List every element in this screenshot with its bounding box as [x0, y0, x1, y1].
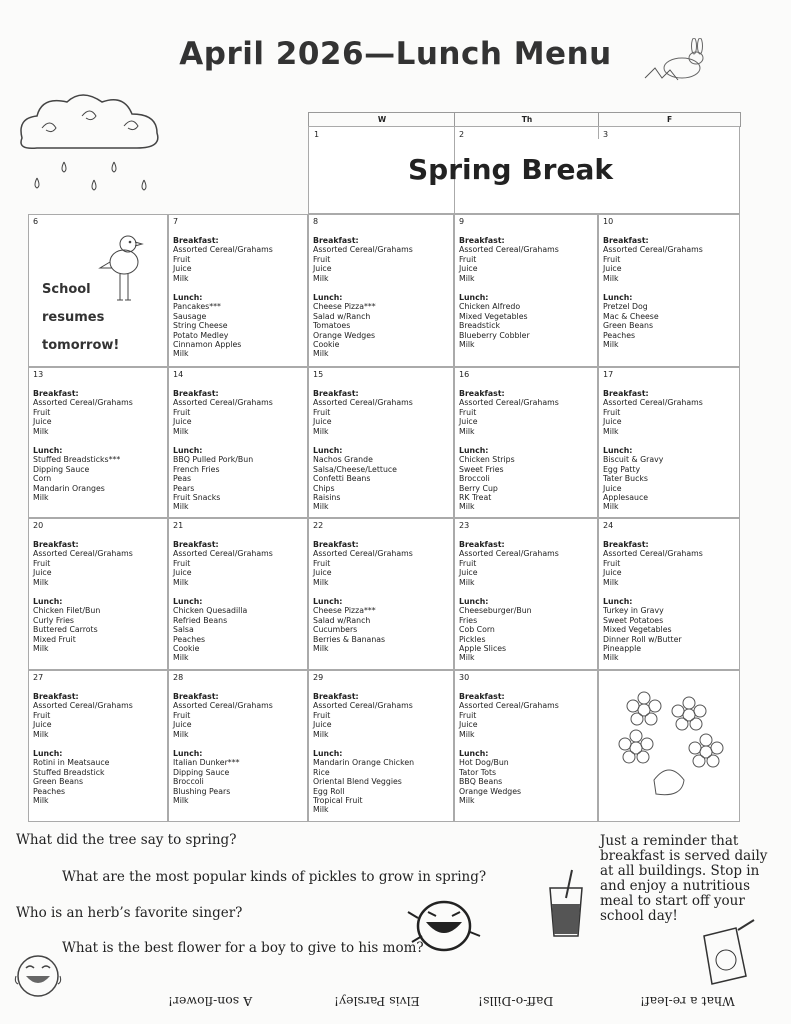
lunch-label: Lunch:	[459, 293, 489, 303]
lunch-item: Milk	[459, 340, 475, 350]
joke-question: What are the most popular kinds of pickles to grow in spring?	[62, 869, 487, 885]
day-number: 28	[173, 673, 184, 682]
lunch-item: Milk	[173, 653, 189, 663]
breakfast-item: Assorted Cereal/Grahams	[313, 245, 413, 255]
lunch-item: Pickles	[459, 634, 486, 644]
breakfast-item: Milk	[173, 426, 189, 436]
lunch-item: Milk	[603, 502, 619, 512]
lunch-item: Tropical Fruit	[313, 796, 363, 806]
lunch-item: Rotini in Meatsauce	[33, 758, 110, 768]
day-number: 8	[313, 217, 319, 226]
lunch-label: Lunch:	[313, 749, 343, 759]
flowers-icon	[614, 690, 734, 805]
breakfast-item: Fruit	[459, 710, 477, 720]
day-cell-14	[168, 367, 308, 518]
lunch-item: Stuffed Breadstick	[33, 767, 105, 777]
lunch-item: Fries	[459, 615, 478, 625]
header-thu: Th	[454, 112, 599, 127]
breakfast-item: Milk	[173, 577, 189, 587]
lunch-item: Orange Wedges	[459, 786, 522, 796]
lunch-label: Lunch:	[603, 446, 633, 456]
breakfast-item: Fruit	[459, 407, 477, 417]
lunch-item: Biscuit & Gravy	[603, 455, 664, 465]
lunch-item: Cheese Pizza***	[313, 606, 376, 616]
lunch-item: Milk	[313, 502, 329, 512]
joke-question: Who is an herb’s favorite singer?	[16, 905, 243, 921]
lunch-item: Stuffed Breadsticks***	[33, 455, 121, 465]
lunch-item: Salad w/Ranch	[313, 615, 371, 625]
lunch-item: Milk	[33, 644, 49, 654]
breakfast-item: Juice	[459, 720, 478, 730]
lunch-item: Broccoli	[459, 474, 490, 484]
lunch-item: Milk	[603, 340, 619, 350]
breakfast-item: Juice	[313, 720, 332, 730]
lunch-item: Orange Wedges	[313, 330, 376, 340]
breakfast-label: Breakfast:	[459, 389, 505, 398]
lunch-item: Chicken Strips	[459, 455, 515, 465]
day-cell-8	[308, 214, 454, 367]
lunch-item: Cheese Pizza***	[313, 302, 376, 312]
breakfast-label: Breakfast:	[459, 236, 505, 245]
breakfast-item: Juice	[173, 417, 192, 427]
laughing-emoji-icon	[12, 952, 64, 1000]
juice-box-icon	[696, 918, 760, 988]
lunch-item: Milk	[459, 653, 475, 663]
breakfast-label: Breakfast:	[603, 540, 649, 549]
lunch-item: Pineapple	[603, 644, 642, 654]
breakfast-item: Juice	[33, 720, 52, 730]
breakfast-label: Breakfast:	[33, 692, 79, 701]
breakfast-item: Juice	[459, 568, 478, 578]
day-number: 17	[603, 370, 614, 379]
lunch-item: Mixed Vegetables	[603, 625, 672, 635]
lunch-label: Lunch:	[173, 597, 203, 607]
breakfast-item: Juice	[173, 568, 192, 578]
breakfast-item: Assorted Cereal/Grahams	[313, 398, 413, 408]
lunch-item: Mixed Fruit	[33, 634, 76, 644]
bird-icon	[98, 228, 148, 303]
lunch-item: Refried Beans	[173, 615, 228, 625]
day-cell-28	[168, 670, 308, 822]
breakfast-item: Fruit	[603, 558, 621, 568]
lunch-item: Tomatoes	[313, 321, 351, 331]
lunch-label: Lunch:	[313, 446, 343, 456]
joke-answer: What a re-leaf!	[640, 994, 735, 1009]
breakfast-item: Assorted Cereal/Grahams	[33, 398, 133, 408]
breakfast-item: Assorted Cereal/Grahams	[33, 549, 133, 559]
lunch-item: Mixed Vegetables	[459, 311, 528, 321]
lunch-item: Confetti Beans	[313, 474, 371, 484]
breakfast-item: Milk	[313, 729, 329, 739]
lunch-item: Buttered Carrots	[33, 625, 98, 635]
day-number: 23	[459, 521, 470, 530]
lunch-item: Dipping Sauce	[173, 767, 230, 777]
breakfast-label: Breakfast:	[603, 236, 649, 245]
joke-question: What is the best flower for a boy to give to his mom?	[62, 940, 424, 956]
breakfast-item: Milk	[313, 273, 329, 283]
lunch-item: Mandarin Orange Chicken	[313, 758, 415, 768]
breakfast-item: Fruit	[33, 407, 51, 417]
lunch-label: Lunch:	[459, 446, 489, 456]
breakfast-item: Fruit	[313, 558, 331, 568]
breakfast-label: Breakfast:	[459, 540, 505, 549]
day-cell-13	[28, 367, 168, 518]
day-cell-20	[28, 518, 168, 670]
breakfast-item: Juice	[33, 417, 52, 427]
breakfast-item: Milk	[33, 577, 49, 587]
breakfast-item: Assorted Cereal/Grahams	[459, 549, 559, 559]
lunch-item: Mandarin Oranges	[33, 483, 105, 493]
lunch-item: Tater Bucks	[603, 474, 648, 484]
school-note-line: resumes	[42, 310, 105, 325]
lunch-item: Chicken Alfredo	[459, 302, 521, 312]
lunch-item: Berry Cup	[459, 483, 498, 493]
day-cell-23	[454, 518, 598, 670]
lunch-item: Chicken Filet/Bun	[33, 606, 101, 616]
lunch-item: Nachos Grande	[313, 455, 373, 465]
breakfast-item: Milk	[33, 729, 49, 739]
breakfast-item: Milk	[173, 729, 189, 739]
day-number: 7	[173, 217, 179, 226]
lunch-item: BBQ Pulled Pork/Bun	[173, 455, 254, 465]
day-number: 13	[33, 370, 44, 379]
page-title: April 2026—Lunch Menu	[179, 36, 612, 72]
lunch-item: Milk	[603, 653, 619, 663]
breakfast-item: Fruit	[173, 558, 191, 568]
lunch-item: Cinnamon Apples	[173, 340, 242, 350]
lunch-item: Egg Patty	[603, 464, 641, 474]
breakfast-item: Milk	[313, 426, 329, 436]
breakfast-item: Assorted Cereal/Grahams	[603, 245, 703, 255]
breakfast-item: Juice	[459, 417, 478, 427]
breakfast-item: Assorted Cereal/Grahams	[173, 245, 273, 255]
school-note-line: tomorrow!	[42, 338, 120, 353]
lunch-item: Cookie	[313, 340, 340, 350]
breakfast-label: Breakfast:	[313, 540, 359, 549]
breakfast-label: Breakfast:	[459, 692, 505, 701]
lunch-item: Egg Roll	[313, 786, 345, 796]
lunch-item: Pretzel Dog	[603, 302, 648, 312]
lunch-item: Milk	[173, 349, 189, 359]
day-number: 20	[33, 521, 44, 530]
breakfast-item: Assorted Cereal/Grahams	[33, 701, 133, 711]
breakfast-item: Fruit	[173, 407, 191, 417]
breakfast-item: Fruit	[313, 254, 331, 264]
lunch-item: Cheeseburger/Bun	[459, 606, 532, 616]
breakfast-item: Fruit	[459, 558, 477, 568]
lunch-item: Milk	[173, 796, 189, 806]
lunch-item: Cookie	[173, 644, 200, 654]
breakfast-label: Breakfast:	[33, 540, 79, 549]
day-number: 16	[459, 370, 470, 379]
breakfast-item: Assorted Cereal/Grahams	[313, 701, 413, 711]
lunch-item: Apple Slices	[459, 644, 507, 654]
breakfast-item: Juice	[173, 264, 192, 274]
day-cell-29	[308, 670, 454, 822]
lunch-item: RK Treat	[459, 493, 492, 503]
breakfast-label: Breakfast:	[173, 540, 219, 549]
day-number: 10	[603, 217, 614, 226]
breakfast-item: Fruit	[603, 254, 621, 264]
lunch-item: Raisins	[313, 493, 341, 503]
breakfast-item: Fruit	[173, 710, 191, 720]
lunch-item: Milk	[33, 493, 49, 503]
breakfast-label: Breakfast:	[313, 389, 359, 398]
lunch-item: Sweet Potatoes	[603, 615, 664, 625]
day-cell-9	[454, 214, 598, 367]
lunch-item: Chips	[313, 483, 335, 493]
lunch-item: Salsa/Cheese/Lettuce	[313, 464, 397, 474]
day-number: 2	[459, 130, 465, 139]
breakfast-item: Assorted Cereal/Grahams	[173, 549, 273, 559]
lunch-item: Milk	[459, 502, 475, 512]
breakfast-item: Fruit	[33, 710, 51, 720]
day-cell-30	[454, 670, 598, 822]
lunch-label: Lunch:	[459, 597, 489, 607]
lunch-item: Blueberry Cobbler	[459, 330, 530, 340]
lunch-item: Chicken Quesadilla	[173, 606, 248, 616]
spring-break-label: Spring Break	[408, 153, 613, 186]
lunch-item: Applesauce	[603, 493, 649, 503]
lunch-item: Juice	[603, 483, 622, 493]
juice-cup-icon	[544, 868, 588, 940]
day-cell-27	[28, 670, 168, 822]
bunny-icon	[640, 38, 710, 83]
lunch-label: Lunch:	[33, 749, 63, 759]
breakfast-item: Milk	[33, 426, 49, 436]
breakfast-item: Milk	[173, 273, 189, 283]
breakfast-item: Juice	[603, 417, 622, 427]
lunch-item: Corn	[33, 474, 52, 484]
header-wed: W	[308, 112, 455, 127]
lunch-item: Potato Medley	[173, 330, 229, 340]
breakfast-item: Milk	[603, 273, 619, 283]
lunch-item: Sweet Fries	[459, 464, 504, 474]
day-cell-22	[308, 518, 454, 670]
breakfast-item: Assorted Cereal/Grahams	[313, 549, 413, 559]
breakfast-item: Fruit	[603, 407, 621, 417]
header-fri: F	[598, 112, 741, 127]
lunch-item: Broccoli	[173, 777, 204, 787]
lunch-item: Berries & Bananas	[313, 634, 386, 644]
lunch-label: Lunch:	[313, 293, 343, 303]
breakfast-item: Milk	[459, 729, 475, 739]
lunch-item: Milk	[313, 805, 329, 815]
lunch-item: String Cheese	[173, 321, 228, 331]
breakfast-item: Assorted Cereal/Grahams	[459, 701, 559, 711]
breakfast-label: Breakfast:	[33, 389, 79, 398]
lunch-item: Milk	[33, 796, 49, 806]
breakfast-item: Juice	[173, 720, 192, 730]
lunch-item: Tator Tots	[459, 767, 497, 777]
lunch-item: Pancakes***	[173, 302, 221, 312]
lunch-item: Pears	[173, 483, 195, 493]
lunch-item: Mac & Cheese	[603, 311, 659, 321]
lunch-item: Hot Dog/Bun	[459, 758, 509, 768]
breakfast-item: Assorted Cereal/Grahams	[173, 398, 273, 408]
day-cell-17	[598, 367, 740, 518]
breakfast-item: Assorted Cereal/Grahams	[459, 245, 559, 255]
lunch-item: Peas	[173, 474, 192, 484]
breakfast-item: Assorted Cereal/Grahams	[603, 398, 703, 408]
lunch-item: Milk	[313, 349, 329, 359]
lunch-item: Turkey in Gravy	[603, 606, 664, 616]
breakfast-item: Milk	[459, 577, 475, 587]
breakfast-item: Juice	[603, 568, 622, 578]
breakfast-item: Milk	[603, 426, 619, 436]
lunch-item: Cob Corn	[459, 625, 495, 635]
breakfast-item: Milk	[603, 577, 619, 587]
lunch-label: Lunch:	[173, 293, 203, 303]
breakfast-label: Breakfast:	[173, 692, 219, 701]
lunch-item: Oriental Blend Veggies	[313, 777, 402, 787]
lunch-item: Breadstick	[459, 321, 500, 331]
day-number: 29	[313, 673, 324, 682]
day-cell-15	[308, 367, 454, 518]
day-number: 15	[313, 370, 324, 379]
laughing-face-icon	[404, 892, 484, 957]
lunch-label: Lunch:	[33, 597, 63, 607]
lunch-item: Peaches	[173, 634, 206, 644]
breakfast-item: Fruit	[313, 710, 331, 720]
breakfast-item: Juice	[603, 264, 622, 274]
breakfast-item: Assorted Cereal/Grahams	[459, 398, 559, 408]
day-cell-21	[168, 518, 308, 670]
day-number: 14	[173, 370, 184, 379]
day-number: 22	[313, 521, 324, 530]
lunch-item: Salad w/Ranch	[313, 311, 371, 321]
lunch-item: Blushing Pears	[173, 786, 231, 796]
lunch-label: Lunch:	[459, 749, 489, 759]
joke-answer: A son-flower!	[168, 994, 253, 1009]
breakfast-reminder: Just a reminder that breakfast is served daily at all buildings. Stop in and enjoy a nutritious meal to start off your school day!	[600, 833, 768, 924]
lunch-label: Lunch:	[603, 293, 633, 303]
breakfast-item: Juice	[313, 568, 332, 578]
lunch-item: Fruit Snacks	[173, 493, 221, 503]
joke-answer: Daff-o-Dills!	[478, 994, 554, 1009]
lunch-item: Rice	[313, 767, 330, 777]
breakfast-item: Juice	[33, 568, 52, 578]
day-number: 30	[459, 673, 470, 682]
cloud-rain-icon	[12, 88, 167, 200]
day-number: 6	[33, 217, 39, 226]
breakfast-item: Milk	[459, 426, 475, 436]
lunch-item: Milk	[173, 502, 189, 512]
day-number: 1	[314, 130, 320, 139]
day-cell-24	[598, 518, 740, 670]
lunch-item: French Fries	[173, 464, 220, 474]
breakfast-item: Fruit	[459, 254, 477, 264]
day-cell-10	[598, 214, 740, 367]
breakfast-item: Juice	[313, 264, 332, 274]
lunch-item: Curly Fries	[33, 615, 74, 625]
breakfast-item: Juice	[459, 264, 478, 274]
day-number: 27	[33, 673, 44, 682]
breakfast-label: Breakfast:	[313, 236, 359, 245]
lunch-item: Peaches	[33, 786, 66, 796]
lunch-item: Cucumbers	[313, 625, 358, 635]
lunch-item: Green Beans	[603, 321, 654, 331]
lunch-label: Lunch:	[173, 749, 203, 759]
lunch-item: Dinner Roll w/Butter	[603, 634, 682, 644]
lunch-item: Milk	[313, 644, 329, 654]
breakfast-item: Juice	[313, 417, 332, 427]
lunch-item: BBQ Beans	[459, 777, 503, 787]
school-note-line: School	[42, 282, 91, 297]
breakfast-item: Fruit	[313, 407, 331, 417]
breakfast-item: Milk	[459, 273, 475, 283]
lunch-item: Green Beans	[33, 777, 84, 787]
lunch-label: Lunch:	[603, 597, 633, 607]
joke-answer: Elvis Parsley!	[334, 994, 420, 1009]
breakfast-label: Breakfast:	[173, 389, 219, 398]
day-cell-16	[454, 367, 598, 518]
breakfast-item: Milk	[313, 577, 329, 587]
lunch-item: Dipping Sauce	[33, 464, 90, 474]
breakfast-item: Fruit	[33, 558, 51, 568]
lunch-label: Lunch:	[313, 597, 343, 607]
breakfast-item: Assorted Cereal/Grahams	[603, 549, 703, 559]
day-number: 21	[173, 521, 184, 530]
lunch-label: Lunch:	[173, 446, 203, 456]
lunch-item: Sausage	[173, 311, 207, 321]
breakfast-label: Breakfast:	[313, 692, 359, 701]
lunch-label: Lunch:	[33, 446, 63, 456]
lunch-item: Italian Dunker***	[173, 758, 240, 768]
joke-question: What did the tree say to spring?	[16, 832, 237, 848]
breakfast-item: Assorted Cereal/Grahams	[173, 701, 273, 711]
day-number: 24	[603, 521, 614, 530]
lunch-item: Peaches	[603, 330, 636, 340]
breakfast-label: Breakfast:	[603, 389, 649, 398]
day-cell-7	[168, 214, 308, 367]
breakfast-label: Breakfast:	[173, 236, 219, 245]
breakfast-item: Fruit	[173, 254, 191, 264]
lunch-item: Salsa	[173, 625, 194, 635]
day-number: 9	[459, 217, 465, 226]
day-number: 3	[603, 130, 609, 139]
lunch-item: Milk	[459, 796, 475, 806]
